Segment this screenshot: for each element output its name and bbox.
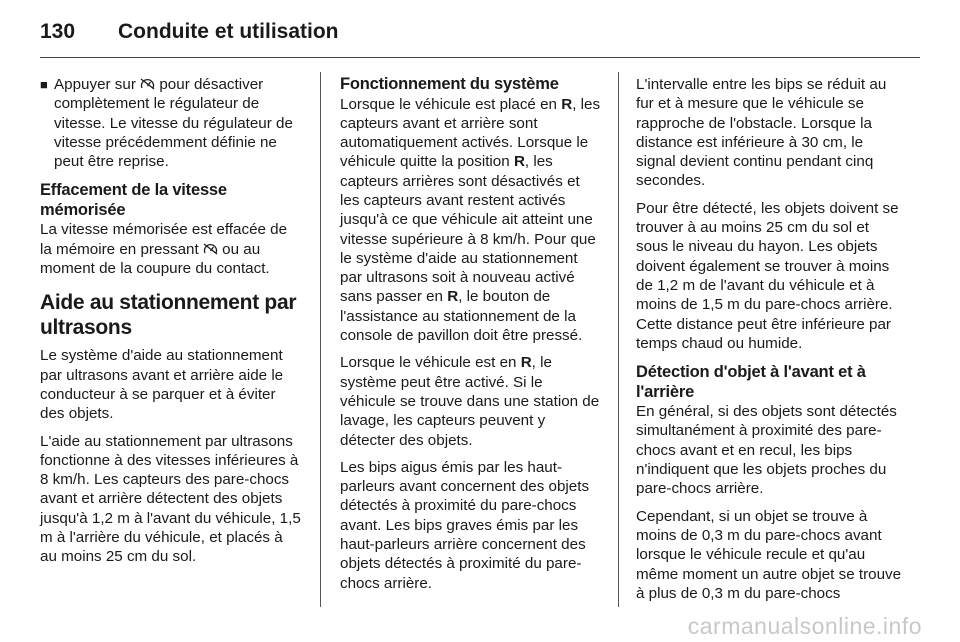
- column-divider: [618, 72, 619, 607]
- bullet-square-icon: ■: [40, 77, 48, 92]
- paragraph-effacement: La vitesse mémorisée est effacée de la mémoire en pressant ou au moment de la coupure du contact.: [40, 221, 288, 278]
- column-3: [636, 75, 904, 611]
- paragraph-fonctionnement-2: Lorsque le véhicule est en R, le système peut être activé. Si le véhicule se trouve dans une station de lavage, les capteurs peuvent y détecter des objets.: [340, 354, 600, 449]
- bullet-text: Appuyer sur pour désactiver complètement le régulateur de vitesse. Le vitesse du régulateur de vitesse précédemment définie ne peut être reprise.: [54, 76, 293, 171]
- watermark: carmanualsonline.info: [687, 613, 922, 639]
- cruise-control-off-icon: [203, 243, 218, 255]
- heading-detection: Détection d'objet à l'avant et à l'arrière: [636, 363, 866, 401]
- paragraph-intervalle: L'intervalle entre les bips se réduit au fur et à mesure que le véhicule se rapproche de l'obstacle. Lorsque la distance est inférieure à 30 cm, le signal devient continu pendant cinq secondes.: [636, 76, 887, 190]
- paragraph-detection-2: Cependant, si un objet se trouve à moins de 0,3 m du pare-chocs avant lorsque le véhicule recule et qu'au même moment un autre objet se trouve à plus de 0,3 m du pare-chocs: [636, 507, 902, 602]
- header-rule: [40, 57, 920, 58]
- cruise-control-off-icon: [140, 78, 155, 90]
- page-number: 130: [40, 20, 76, 43]
- column-1: [40, 75, 302, 575]
- page-header: [40, 20, 339, 48]
- heading-effacement: Effacement de la vitesse mémorisée: [40, 181, 227, 219]
- paragraph-detection-conditions: Pour être détecté, les objets doivent se trouver à au moins 25 cm du sol et sous le niveau du hayon. Les objets doivent également se trouver à moins de 1,2 m de l'avant du véhicule et à moins de 1,5 m du pare-chocs arrière. Cette distance peut être inférieure par temps chaud ou humide.: [636, 199, 899, 352]
- heading-fonctionnement: Fonctionnement du système: [340, 75, 559, 93]
- paragraph-aide-1: Le système d'aide au stationnement par ultrasons avant et arrière aide le conducteur à se parquer et à éviter des objets.: [40, 347, 284, 423]
- bullet-item: [40, 75, 302, 171]
- column-divider: [320, 72, 321, 607]
- chapter-title: Conduite et utilisation: [118, 20, 339, 43]
- paragraph-detection-1: En général, si des objets sont détectés simultanément à proximité des pare-chocs avant et en recul, les bips n'indiquent que les objets proches du pare-chocs arrière.: [636, 403, 897, 498]
- column-2: [340, 75, 602, 601]
- paragraph-aide-2: L'aide au stationnement par ultrasons fonctionne à des vitesses inférieures à 8 km/h. Les capteurs des pare-chocs avant et arrière détectent des objets jusqu'à 1,2 m à l'avant du véhicule, 1,5 m à l'arrière du véhicule, et placés à au moins 25 cm du sol.: [40, 432, 301, 566]
- paragraph-fonctionnement-1: Lorsque le véhicule est placé en R, les capteurs avant et arrière sont automatiquement activés. Lorsque le véhicule quitte la position R, les capteurs arrières sont désactivés et les capteurs avant restent activés jusqu'à ce que véhicule ait atteint une vitesse supérieure à 8 km/h. Pour que le système d'aide au stationnement par ultrasons soit à nouveau activé sans passer en R, le bouton de l'assistance au stationnement de la console de pavillon doit être pressé.: [340, 95, 601, 345]
- heading-aide-stationnement: Aide au stationnement par ultrasons: [40, 291, 297, 340]
- paragraph-fonctionnement-3: Les bips aigus émis par les haut-parleurs avant concernent des objets détectés à proximité du pare-chocs avant. Les bips graves émis par les haut-parleurs arrière concernent des objets détectés à proximité du pare-chocs arrière.: [340, 458, 590, 592]
